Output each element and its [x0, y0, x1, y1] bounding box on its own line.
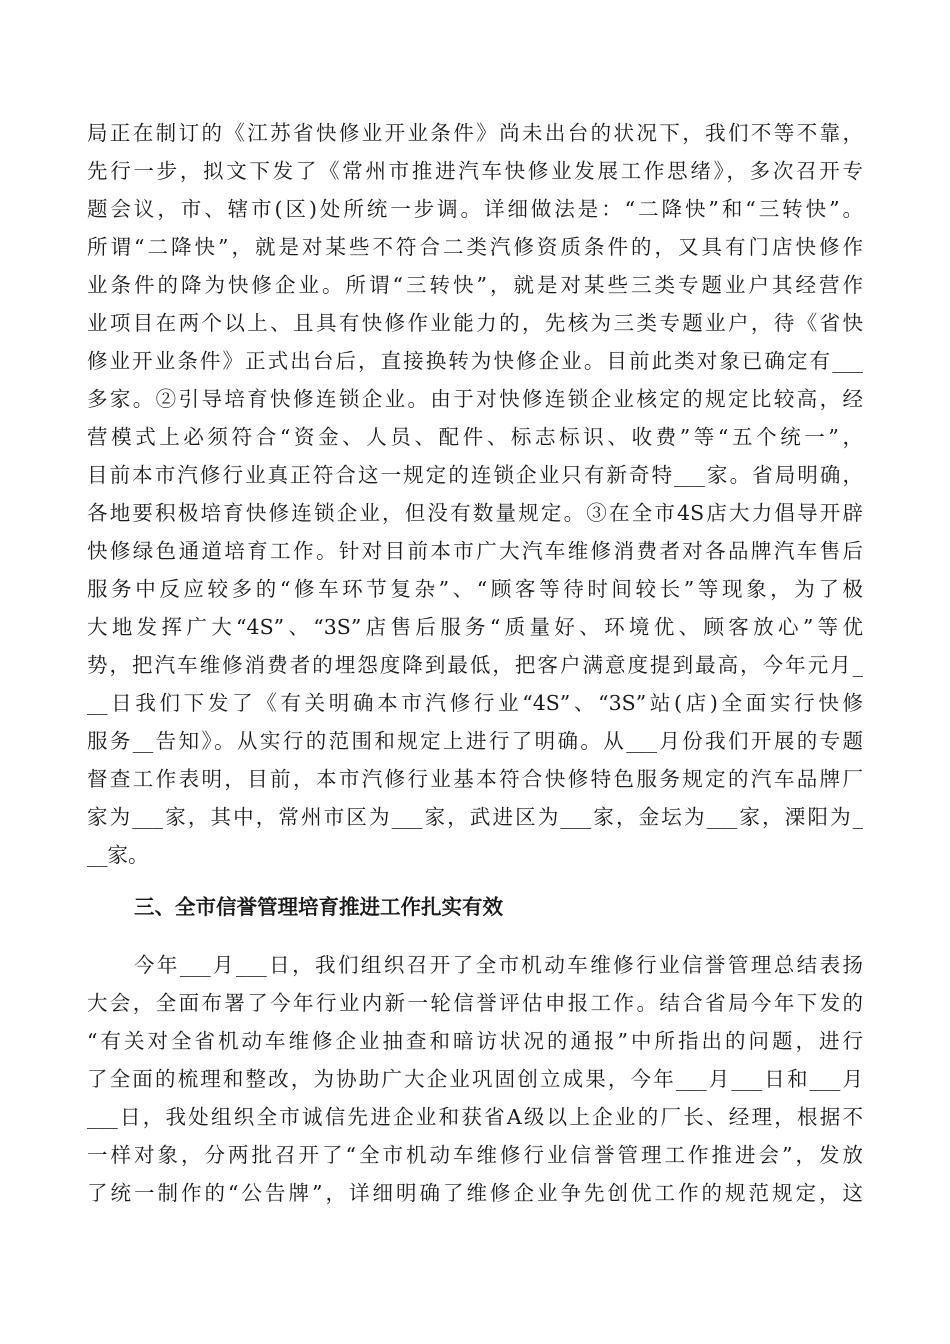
section-heading: 三、全市信誉管理培育推进工作扎实有效 [134, 895, 503, 919]
text-line: 督查工作表明，目前，本市汽修行业基本符合快修特色服务规定的汽车品牌厂 [87, 767, 863, 791]
text-line: 服务__告知》。从实行的范围和规定上进行了明确。从___月份我们开展的专题 [87, 729, 863, 753]
text-line: “有关对全省机动车维修企业抽查和暗访状况的通报”中所指出的问题，进行 [87, 1029, 863, 1053]
text-line: 修业开业条件》正式出台后，直接换转为快修企业。目前此类对象已确定有___ [87, 349, 863, 373]
text-line: 大会，全面布署了今年行业内新一轮信誉评估申报工作。结合省局今年下发的 [87, 991, 863, 1015]
text-line: 快修绿色通道培育工作。针对目前本市广大汽车维修消费者对各品牌汽车售后 [87, 539, 863, 563]
text-line: 目前本市汽修行业真正符合这一规定的连锁企业只有新奇特___家。省局明确， [87, 463, 863, 487]
text-line: 局正在制订的《江苏省快修业开业条件》尚未出台的状况下，我们不等不靠， [87, 121, 863, 145]
text-line: 先行一步，拟文下发了《常州市推进汽车快修业发展工作思绪》，多次召开专 [87, 159, 863, 183]
text-line: 业项目在两个以上、且具有快修作业能力的，先核为三类专题业户，待《省快 [87, 311, 863, 335]
text-line: 所谓“二降快”，就是对某些不符合二类汽修资质条件的，又具有门店快修作 [87, 235, 863, 259]
text-line: 势，把汽车维修消费者的埋怨度降到最低，把客户满意度提到最高，今年元月_ [87, 653, 863, 677]
text-line: 服务中反应较多的“修车环节复杂”、“顾客等待时间较长”等现象，为了极 [87, 577, 863, 601]
text-line: 业条件的降为快修企业。所谓“三转快”，就是对某些三类专题业户其经营作 [87, 273, 863, 297]
text-line: 题会议，市、辖市(区)处所统一步调。详细做法是：“二降快”和“三转快”。 [87, 197, 863, 221]
text-line: __家。 [87, 843, 149, 867]
text-line: 各地要积极培育快修连锁企业，但没有数量规定。③在全市4S店大力倡导开辟 [87, 501, 863, 525]
text-line: __日我们下发了《有关明确本市汽修行业“4S”、“3S”站(店)全面实行快修 [87, 691, 863, 715]
text-line: 一样对象，分两批召开了“全市机动车维修行业信誉管理工作推进会”，发放 [87, 1143, 863, 1167]
text-line: 了全面的梳理和整改，为协助广大企业巩固创立成果，今年___月___日和___月 [87, 1067, 863, 1091]
text-line: ___日，我处组织全市诚信先进企业和获省A级以上企业的厂长、经理，根据不 [87, 1105, 863, 1129]
text-line: 了统一制作的“公告牌”，详细明确了维修企业争先创优工作的规范规定，这 [87, 1181, 863, 1205]
text-line: 大地发挥广大“4S”、“3S”店售后服务“质量好、环境优、顾客放心”等优 [87, 615, 863, 639]
text-line: 营模式上必须符合“资金、人员、配件、标志标识、收费”等“五个统一”， [87, 425, 863, 449]
text-line: 多家。②引导培育快修连锁企业。由于对快修连锁企业核定的规定比较高，经 [87, 387, 863, 411]
text-line: 今年___月___日，我们组织召开了全市机动车维修行业信誉管理总结表扬 [134, 953, 863, 977]
text-line: 家为___家，其中，常州市区为___家，武进区为___家，金坛为___家，溧阳为_ [87, 805, 863, 829]
